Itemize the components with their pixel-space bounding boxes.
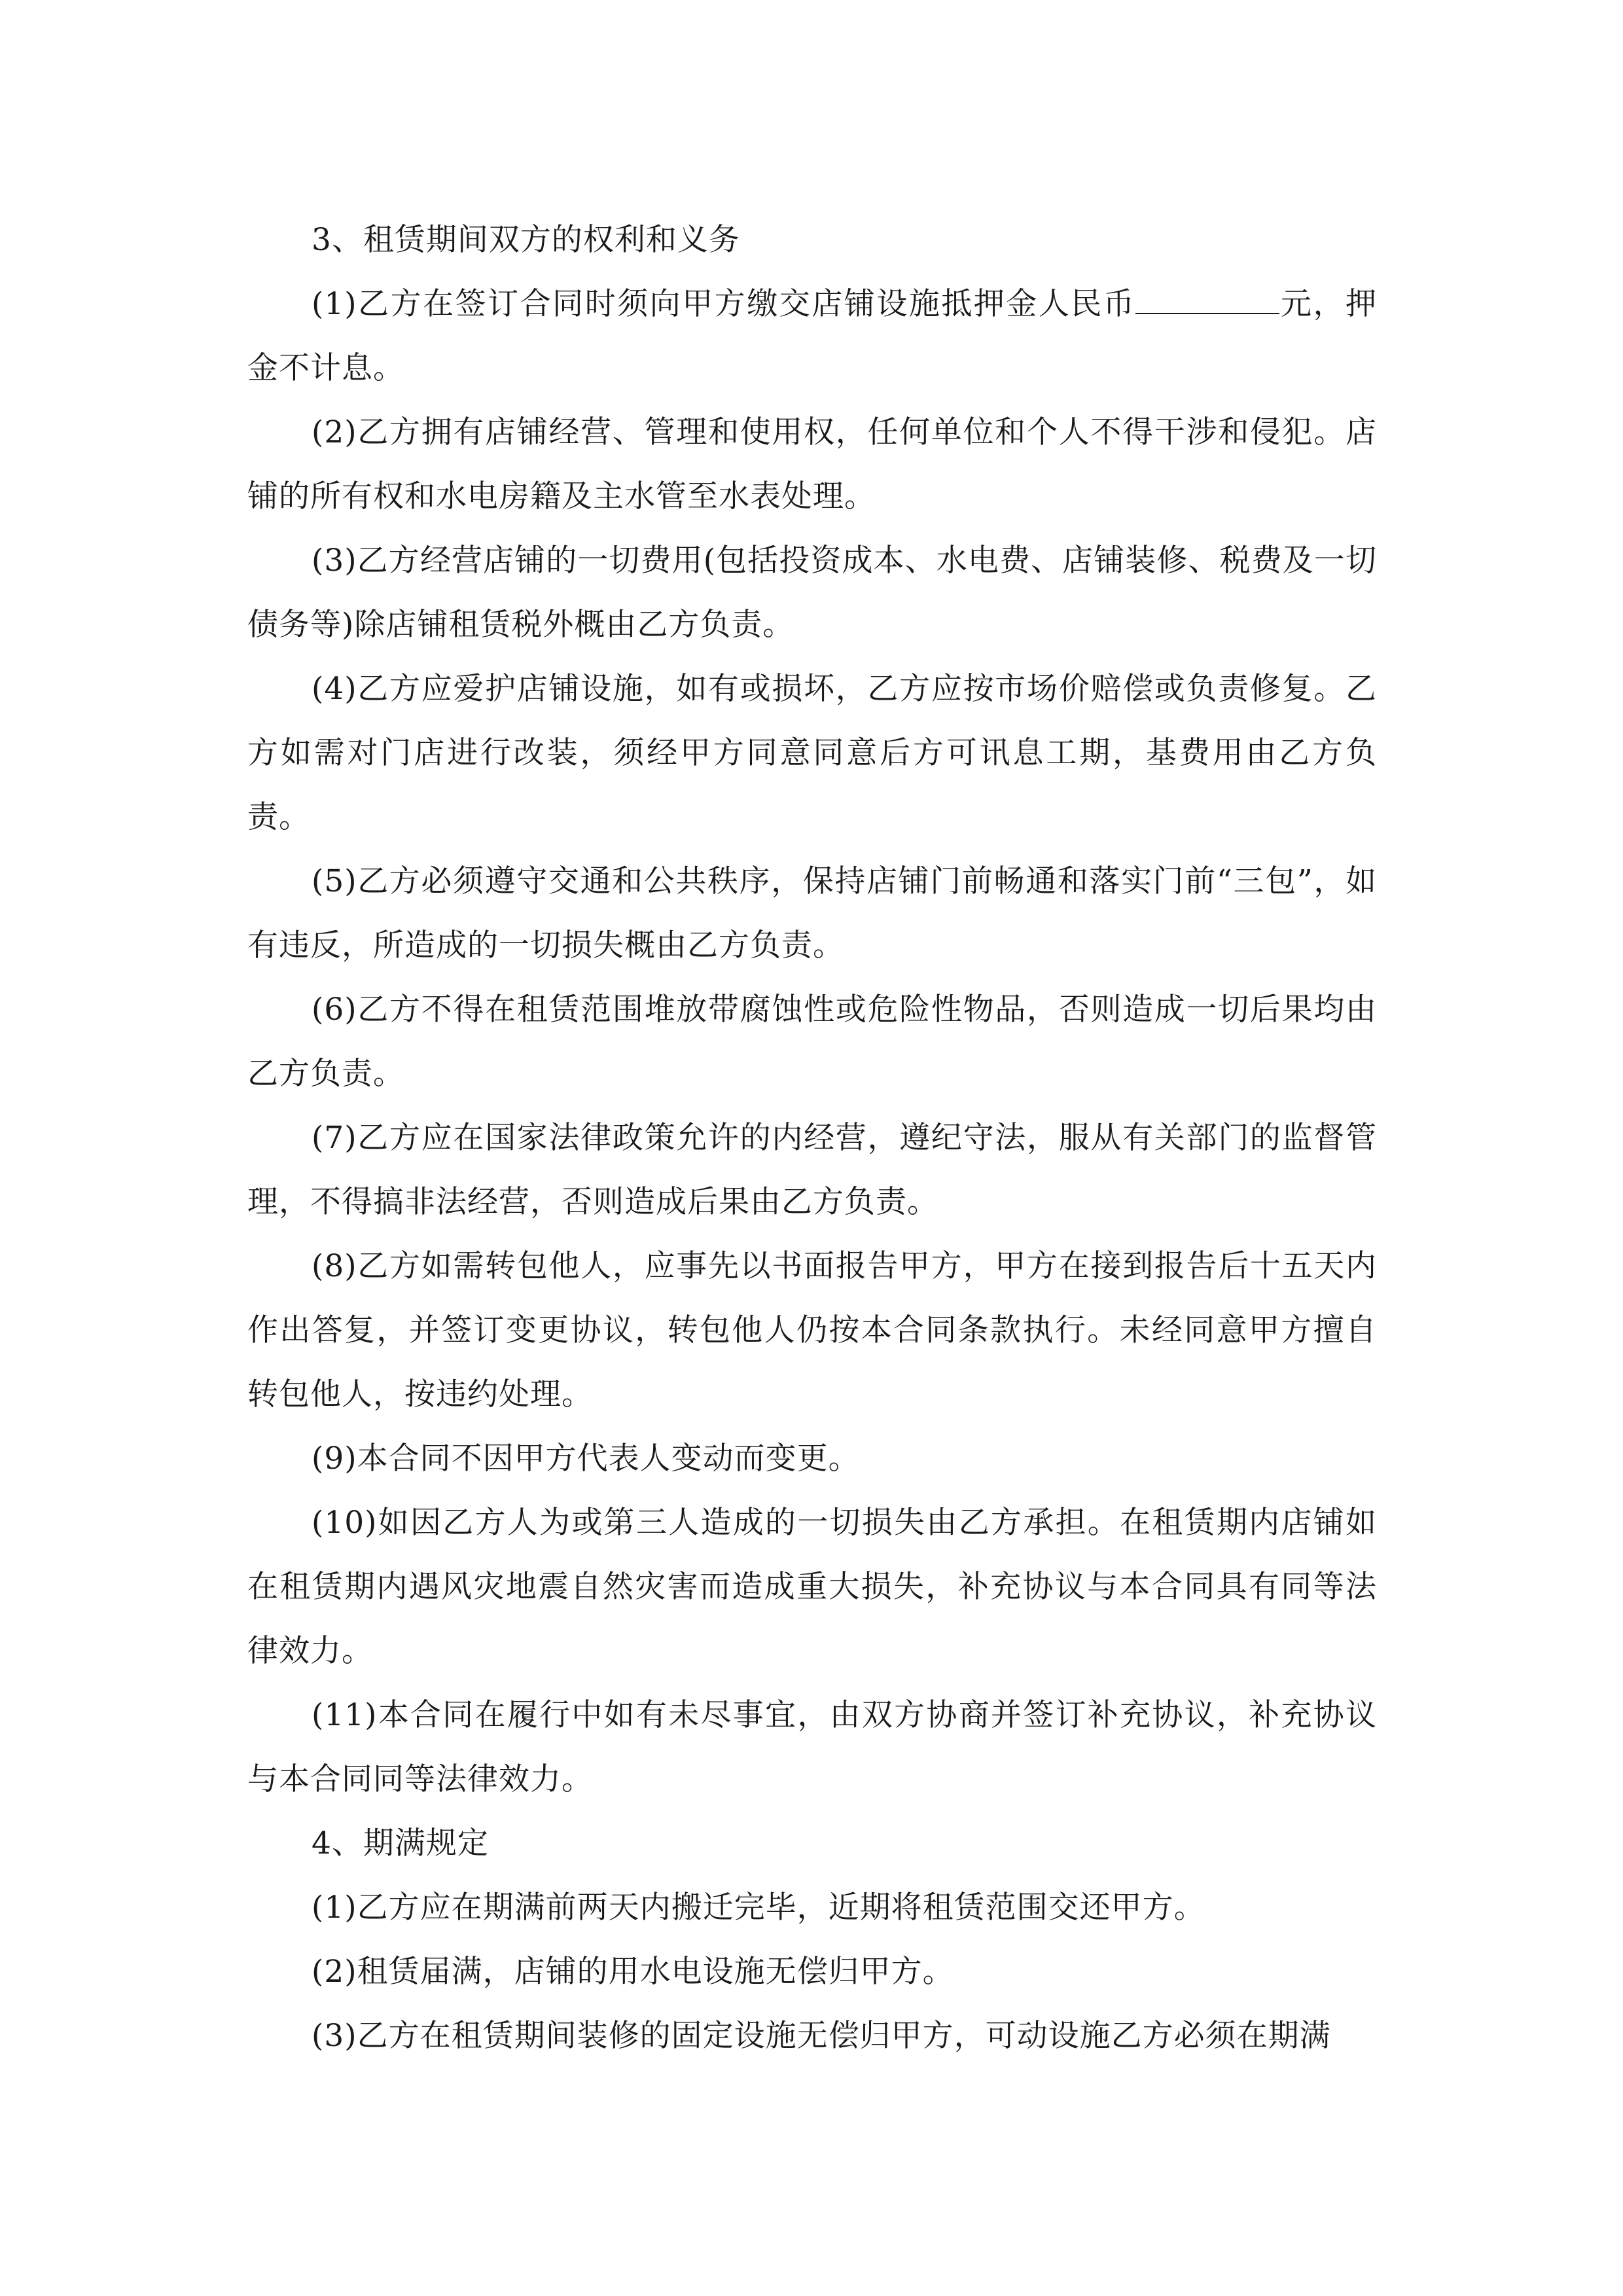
clause-3-4: (4)乙方应爱护店铺设施，如有或损坏，乙方应按市场价赔偿或负责修复。乙方如需对门店进行改装，须经甲方同意同意后方可讯息工期，基费用由乙方负责。: [247, 671, 1377, 835]
deposit-amount-blank[interactable]: [1135, 287, 1279, 314]
clause-4-3: (3)乙方在租赁期间装修的固定设施无偿归甲方，可动设施乙方必须在期满: [312, 2018, 1331, 2054]
clause-4-2: (2)租赁届满，店铺的用水电设施无偿归甲方。: [312, 1954, 954, 1990]
clause-3-8: (8)乙方如需转包他人，应事先以书面报告甲方，甲方在接到报告后十五天内作出答复，并签订变更协议，转包他人仍按本合同条款执行。未经同意甲方擅自转包他人，按违约处理。: [247, 1248, 1377, 1412]
clause-3-5: (5)乙方必须遵守交通和公共秩序，保持店铺门前畅通和落实门前“三包”，如有违反，所造成的一切损失概由乙方负责。: [247, 863, 1377, 963]
clause-3-1: [247, 272, 1377, 401]
clause-3-3: (3)乙方经营店铺的一切费用(包括投资成本、水电费、店铺装修、税费及一切债务等)除店铺租赁税外概由乙方负责。: [247, 543, 1377, 643]
clause-3-1-text-b: 元，押金不计息。: [247, 286, 1377, 386]
clause-3-7: (7)乙方应在国家法律政策允许的内经营，遵纪守法，服从有关部门的监督管理，不得搞非法经营，否则造成后果由乙方负责。: [247, 1120, 1377, 1220]
section-3-heading: 3、租赁期间双方的权利和义务: [312, 222, 740, 258]
clause-3-10: (10)如因乙方人为或第三人造成的一切损失由乙方承担。在租赁期内店铺如在租赁期内遇风灾地震自然灾害而造成重大损失，补充协议与本合同具有同等法律效力。: [247, 1505, 1377, 1669]
clause-3-1-text-a: (1)乙方在签订合同时须向甲方缴交店铺设施抵押金人民币: [312, 286, 1136, 322]
clause-3-9: (9)本合同不因甲方代表人变动而变更。: [312, 1441, 860, 1477]
clause-3-6: (6)乙方不得在租赁范围堆放带腐蚀性或危险性物品，否则造成一切后果均由乙方负责。: [247, 992, 1377, 1092]
document-page: [247, 208, 1377, 2068]
clause-4-1: (1)乙方应在期满前两天内搬迁完毕，近期将租赁范围交还甲方。: [312, 1890, 1205, 1926]
clause-3-11: (11)本合同在履行中如有未尽事宜，由双方协商并签订补充协议，补充协议与本合同同等法律效力。: [247, 1697, 1377, 1797]
clause-3-2: (2)乙方拥有店铺经营、管理和使用权，任何单位和个人不得干涉和侵犯。店铺的所有权和水电房籍及主水管至水表处理。: [247, 414, 1377, 514]
section-4-heading: 4、期满规定: [312, 1825, 489, 1861]
